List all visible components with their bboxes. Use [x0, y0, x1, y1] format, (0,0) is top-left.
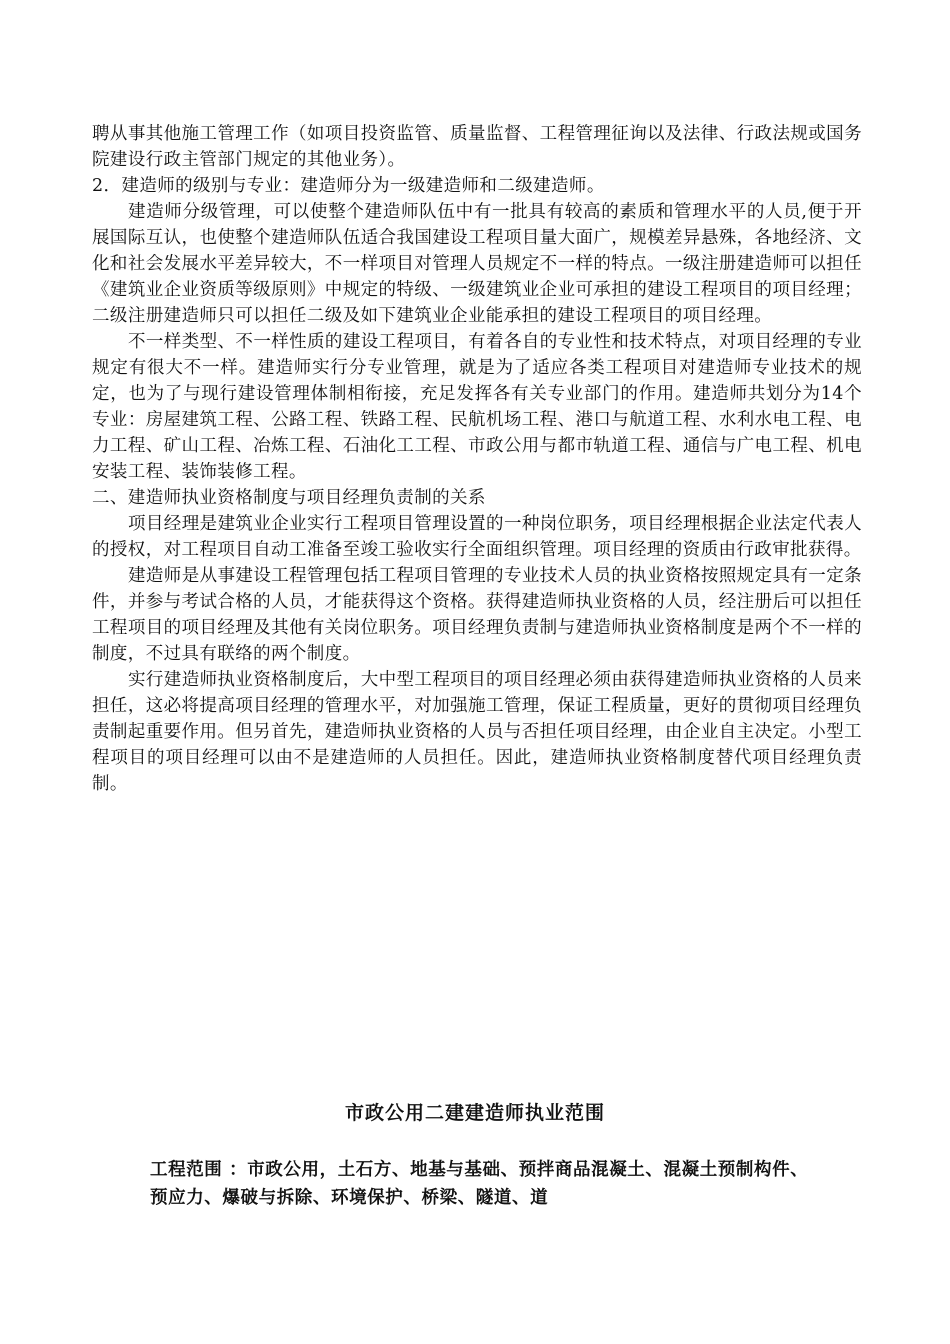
paragraph-levels-heading: 2．建造师的级别与专业：建造师分为一级建造师和二级建造师。 [92, 176, 605, 196]
scope-text: 工程范围 ：市政公用，土石方、地基与基础、预拌商品混凝土、混凝土预制构件、预应力、爆破与拆除、环境保护、桥梁、隧道、道 [150, 1160, 809, 1208]
paragraph-grading: 建造师分级管理，可以使整个建造师队伍中有一批具有较高的素质和管理水平的人员,便于开展国际互认，也使整个建造师队伍适合我国建设工程项目量大面广，规模差异悬殊，各地经济、文化和社会发展水平差异较大，不一样项目对管理人员规定不一样的特点。一级注册建造师可以担任《建筑业企业资质等级原则》中规定的特级、一级建筑业企业可承担的建设工程项目的项目经理；二级注册建造师只可以担任二级及如下建筑业企业能承担的建设工程项目的项目经理。 [92, 202, 862, 326]
section-title: 市政公用二建建造师执业范围 [344, 1102, 605, 1124]
paragraph-constructor: 建造师是从事建设工程管理包括工程项目管理的专业技术人员的执业资格按照规定具有一定条件，并参与考试合格的人员，才能获得这个资格。获得建造师执业资格的人员，经注册后可以担任工程项目的项目经理及其他有关岗位职务。项目经理负责制与建造师执业资格制度是两个不一样的制度，不过具有联络的两个制度。 [92, 566, 862, 664]
paragraph-implementation: 实行建造师执业资格制度后，大中型工程项目的项目经理必须由获得建造师执业资格的人员来担任，这必将提高项目经理的管理水平，对加强施工管理，保证工程质量，更好的贯彻项目经理负责制起重要作用。但另首先，建造师执业资格的人员与否担任项目经理，由企业自主决定。小型工程项目的项目经理可以由不是建造师的人员担任。因此，建造师执业资格制度替代项目经理负责制。 [92, 670, 862, 794]
paragraph-project-manager: 项目经理是建筑业企业实行工程项目管理设置的一种岗位职务，项目经理根据企业法定代表人的授权，对工程项目自动工准备至竣工验收实行全面组织管理。项目经理的资质由行政审批获得。 [92, 514, 862, 560]
paragraph-specialties: 不一样类型、不一样性质的建设工程项目，有着各自的专业性和技术特点，对项目经理的专业规定有很大不一样。建造师实行分专业管理，就是为了适应各类工程项目对建造师专业技术的规定，也为了与现行建设管理体制相衔接，充足发挥各有关专业部门的作用。建造师共划分为14个专业：房屋建筑工程、公路工程、铁路工程、民航机场工程、港口与航道工程、水利水电工程、电力工程、矿山工程、冶炼工程、石油化工工程、市政公用与都市轨道工程、通信与广电工程、机电安装工程、装饰装修工程。 [92, 332, 862, 482]
section-heading-relationship: 二、建造师执业资格制度与项目经理负责制的关系 [92, 488, 486, 508]
paragraph-continuation: 聘从事其他施工管理工作（如项目投资监管、质量监督、工程管理征询以及法律、行政法规或国务院建设行政主管部门规定的其他业务）。 [92, 124, 862, 170]
document-body [92, 121, 862, 797]
